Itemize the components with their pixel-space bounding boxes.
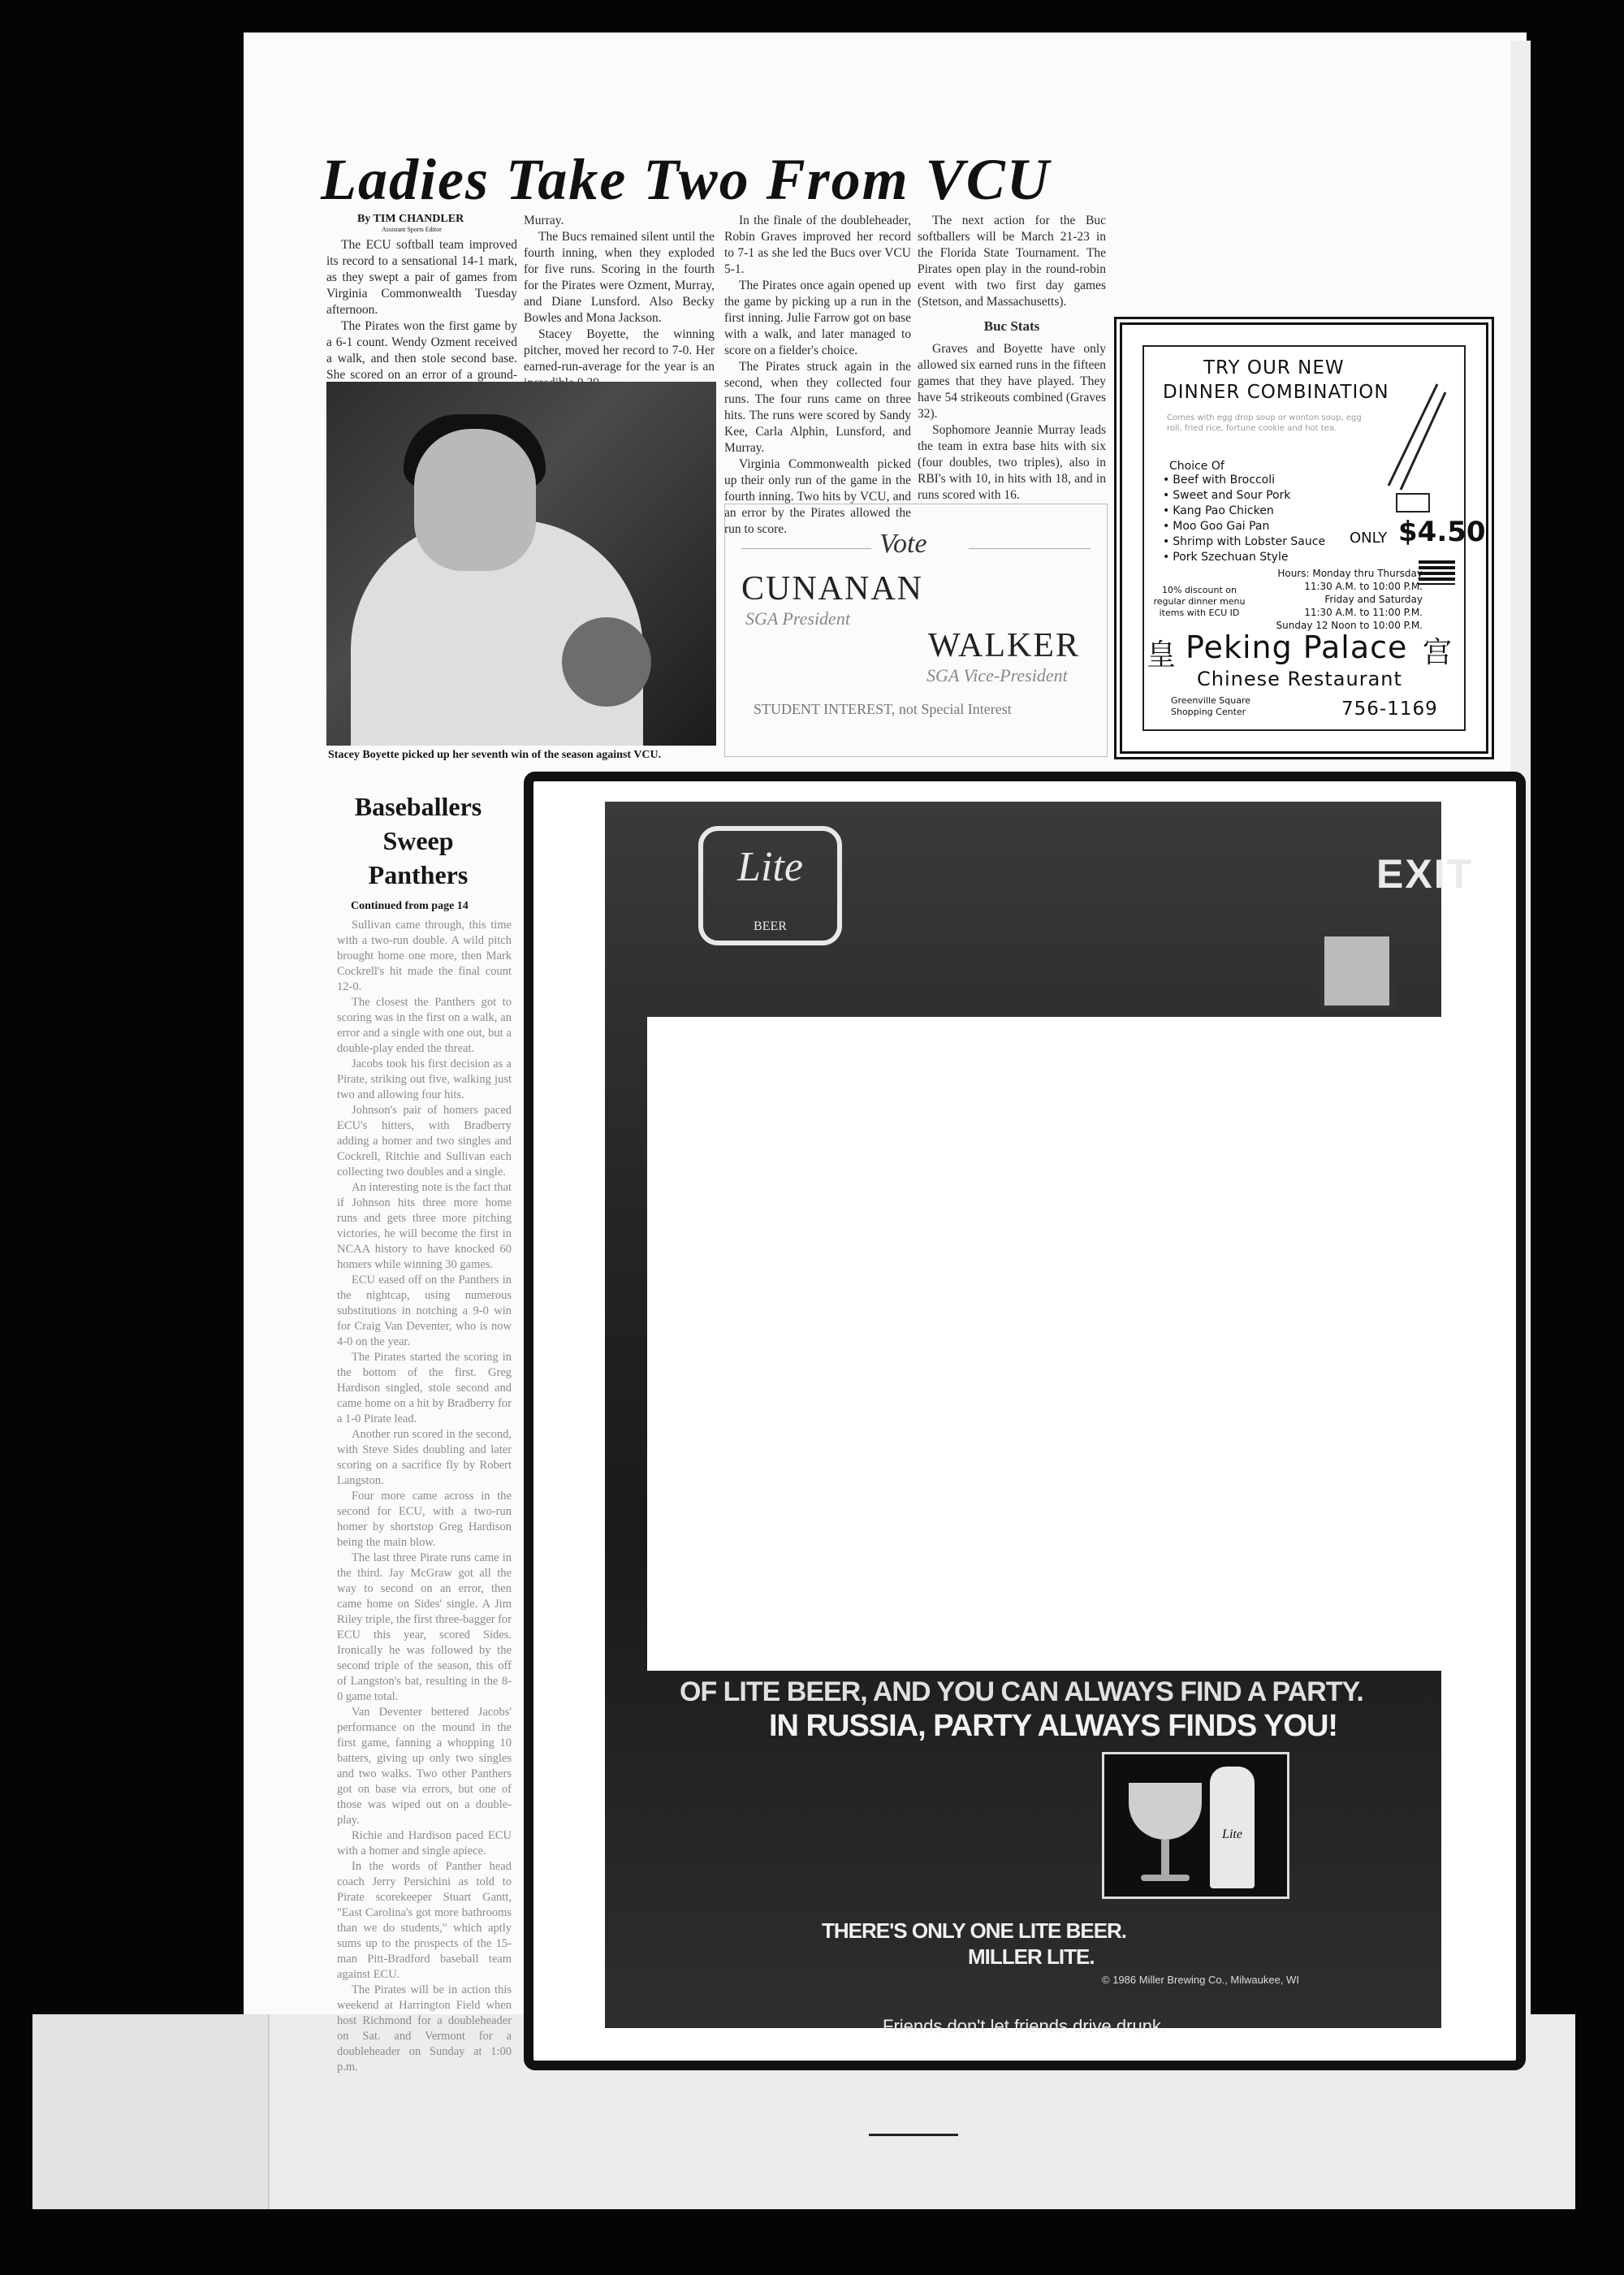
paragraph: In the finale of the doubleheader, Robin Graves improved her record to 7-1 as she led the Bucs over VCU 5-1. — [724, 214, 911, 276]
photo-caption: Stacey Boyette picked up her seventh win of the season against VCU. — [328, 749, 662, 761]
paragraph: Sullivan came through, this time with a two-run double. A wild pitch brought home one more, then Mark Cockrell's hit made the final count 12-0. — [337, 919, 512, 993]
paragraph: Murray. — [524, 214, 564, 227]
hours-line: Friday and Saturday — [1324, 594, 1423, 605]
combo-description: Comes with egg drop soup or wonton soup, egg roll, fried rice, fortune cookie and hot tea. — [1167, 413, 1362, 433]
hours — [1252, 567, 1423, 632]
sign-text: Lite — [737, 844, 803, 890]
paragraph: In the words of Panther head coach Jerry Persichini as told to Pirate scorekeeper Stuart Gantt, "East Carolina's got more bathrooms than we do students," which aptly sums up to the prospects of the 15-man Pitt-Bradford baseball team against ECU. — [337, 1860, 512, 1981]
paragraph: The ECU softball team improved its record to a sensational 14-1 mark, as they swept a pair of games from Virginia Commonwealth Tuesday afternoon. — [326, 238, 517, 317]
vote-cunanan-walker-ad — [724, 504, 1108, 757]
restaurant-phone: 756-1169 — [1341, 699, 1438, 720]
restaurant-location — [1171, 695, 1250, 718]
location-line: Shopping Center — [1171, 707, 1246, 717]
hours-line: Sunday 12 Noon to 10:00 P.M. — [1276, 620, 1423, 631]
dinner-combination: DINNER COMBINATION — [1163, 382, 1389, 403]
vote-slogan: STUDENT INTEREST, not Special Interest — [754, 701, 1012, 717]
choice-label: Choice Of — [1169, 460, 1224, 473]
headline-ladies-take-two: Ladies Take Two From VCU — [321, 147, 1051, 212]
vote-word: Vote — [879, 529, 927, 559]
paragraph: Four more came across in the second for ECU, with a two-run homer by shortstop Greg Hardison being the main blow. — [337, 1490, 512, 1549]
paragraph: Richie and Hardison paced ECU with a homer and single apiece. — [337, 1829, 512, 1858]
ad-copyright: © 1986 Miller Brewing Co., Milwaukee, WI — [1102, 1974, 1299, 1986]
hours-line: 11:30 A.M. to 10:00 P.M. — [1304, 581, 1423, 592]
ad-tagline-2: MILLER LITE. — [968, 1944, 1095, 1969]
paragraph: Johnson's pair of homers paced ECU's hitters, with Bradberry adding a homer and two singles and Cockrell, Ritchie and Sullivan each collecting two doubles and a single. — [337, 1104, 512, 1179]
menu-items — [1163, 473, 1325, 565]
chinese-character-icon: 宫 — [1423, 636, 1453, 669]
lite-beer-neon-sign — [698, 826, 842, 945]
paragraph: Another run scored in the second, with Steve Sides doubling and later scoring on a sacrifice fly by Robert Langston. — [337, 1428, 512, 1487]
paragraph: Van Deventer bettered Jacobs' performance on the mound in the first game, fanning a whopping 10 batters, giving up only two singles and two walks. Two other Panthers got on base via errors, but one of those was wiped out on a double-play. — [337, 1706, 512, 1827]
discount-note: 10% discount on regular dinner menu items with ECU ID — [1153, 585, 1246, 618]
candidate-walker-role: SGA Vice-President — [926, 665, 1068, 686]
headline-line: Sweep — [382, 826, 454, 855]
sign-subtext: BEER — [754, 919, 787, 933]
paragraph: The last three Pirate runs came in the third. Jay McGraw got all the way to second on an error, then came home on Sides' single. A Jim Riley triple, the first three-bagger for ECU this year, scored Sides. Ironically he was followed by the second triple of the season, this off of Langston's bat, resulting in the 8-0 game total. — [337, 1551, 512, 1703]
bottle-label: Lite — [1222, 1827, 1242, 1841]
paragraph: An interesting note is the fact that if Johnson hits three more home runs and gets three more pitching victories, he will become the first in NCAA history to have knocked 60 homers while winning 30 games. — [337, 1181, 512, 1271]
restaurant-subtitle: Chinese Restaurant — [1197, 668, 1402, 690]
paragraph: Graves and Boyette have only allowed six earned runs in the fifteen games that they have played. They have 54 strikeouts combined (Graves 32). — [918, 342, 1106, 421]
scan-target-box — [32, 2014, 270, 2209]
hours-line: Hours: Monday thru Thursday — [1277, 568, 1423, 579]
beer-glass-icon — [1129, 1783, 1202, 1840]
menu-item: • Moo Goo Gai Pan — [1163, 519, 1325, 534]
blank-area — [647, 1017, 1455, 1671]
paragraph: Stacey Boyette, the winning pitcher, moved her record to 7-0. Her earned-run-average for the year is an — [524, 327, 715, 374]
paragraph: The next action for the Buc softballers will be March 21-23 in the Florida State Tournament. The Pirates open play in the round-robin event with two first day games (Stetson, and Massachusetts). — [918, 214, 1106, 309]
paragraph: The Pirates will be in action this weekend at Harrington Field when host Richmond for a doubleheader on Sat. and Vermont for a doubleheader on Sunday at 1:00 p.m. — [337, 1983, 512, 2074]
candidate-walker: WALKER — [928, 627, 1080, 664]
byline: By TIM CHANDLER — [357, 213, 464, 225]
paragraph: The Bucs remained silent until the fourth inning, when they exploded for five runs. Scoring in the fourth for the Pirates were Ozment, Murray, and Diane Lunsford. Also Becky Bowles and Mona Jackson. — [524, 230, 715, 325]
paragraph: The Pirates started the scoring in the bottom of the first. Greg Hardison singled, stole second and came home on a hit by Bradberry for a 1-0 Pirate lead. — [337, 1351, 512, 1425]
miller-lite-ad — [524, 772, 1526, 2070]
framed-portrait — [1320, 932, 1394, 1010]
menu-item: • Sweet and Sour Pork — [1163, 488, 1325, 504]
location-line: Greenville Square — [1171, 695, 1250, 706]
menu-item: • Shrimp with Lobster Sauce — [1163, 534, 1325, 550]
try-our-new: TRY OUR NEW — [1203, 357, 1345, 378]
ad-friends-message: Friends don't let friends drive drunk. — [883, 2016, 1167, 2036]
article1-column-3 — [724, 213, 911, 538]
beer-bottle-glass-image — [1102, 1752, 1289, 1899]
headline-line: Baseballers — [354, 792, 482, 821]
peking-palace-ad — [1114, 317, 1494, 759]
candidate-cunanan: CUNANAN — [741, 570, 923, 608]
continued-from: Continued from page 14 — [351, 900, 469, 912]
candidate-cunanan-role: SGA President — [745, 608, 850, 629]
ad-headline-1: OF LITE BEER, AND YOU CAN ALWAYS FIND A PARTY. — [680, 1676, 1363, 1707]
ad-headline-2: IN RUSSIA, PARTY ALWAYS FINDS YOU! — [769, 1709, 1338, 1743]
buc-stats-heading: Buc Stats — [983, 318, 1040, 334]
exit-sign: EXIT — [1376, 851, 1474, 897]
article2-column — [337, 918, 512, 2075]
byline-title: Assistant Sports Editor — [382, 226, 442, 233]
paragraph: Virginia Commonwealth picked up their only run of the game in the fourth inning. Two hits by VCU, and an error by the Pirates allowed the run to score. — [724, 457, 911, 536]
ad-tagline-1: THERE'S ONLY ONE LITE BEER. — [822, 1918, 1127, 1943]
price: $4.50 — [1398, 516, 1486, 548]
paragraph: The Pirates struck again in the second, when they collected four runs. The four runs came on three hits. The runs were scored by Sandy Kee, Carla Alphin, Lunsford, and Murray. — [724, 360, 911, 455]
paragraph: Jacobs took his first decision as a Pirate, striking out five, walking just two and allowing four hits. — [337, 1057, 512, 1101]
headline-line: Panthers — [368, 860, 469, 889]
menu-item: • Pork Szechuan Style — [1163, 550, 1325, 565]
article1-column-1 — [326, 237, 517, 400]
paragraph: The Pirates once again opened up the game by picking up a run in the first inning. Julie Farrow got on base with a walk, and later managed to score on a fielder's choice. — [724, 279, 911, 357]
article1-column-4 — [918, 213, 1106, 504]
paragraph: ECU eased off on the Panthers in the nightcap, using numerous substitutions in notching a 9-0 win for Craig Van Deventer, who is now 4-0 on the year. — [337, 1274, 512, 1348]
hours-line: 11:30 A.M. to 11:00 P.M. — [1304, 607, 1423, 618]
chinese-character-icon: 皇 — [1147, 638, 1177, 672]
menu-item: • Beef with Broccoli — [1163, 473, 1325, 488]
scan-mark — [869, 2134, 958, 2136]
softball-pitcher-photo — [326, 382, 716, 746]
decorative-bars-icon — [1419, 560, 1455, 585]
paragraph: The Pirates won the first game by a 6-1 count. Wendy Ozment received a walk, and then stole second base. She scored on an error of a ground- — [326, 319, 517, 382]
restaurant-name: Peking Palace — [1186, 629, 1408, 665]
paragraph: Sophomore Jeannie Murray leads the team in extra base hits with six (four doubles, two triples), also in RBI's with 10, in hits with 18, and in runs scored with 16. — [918, 423, 1106, 502]
paragraph: The closest the Panthers got to scoring was in the first on a walk, an error and a single with one out, but a double-play ended the threat. — [337, 996, 512, 1055]
article1-column-2 — [524, 213, 715, 391]
menu-item: • Kang Pao Chicken — [1163, 504, 1325, 519]
only-label: ONLY — [1350, 530, 1388, 547]
headline-baseballers — [329, 789, 508, 892]
